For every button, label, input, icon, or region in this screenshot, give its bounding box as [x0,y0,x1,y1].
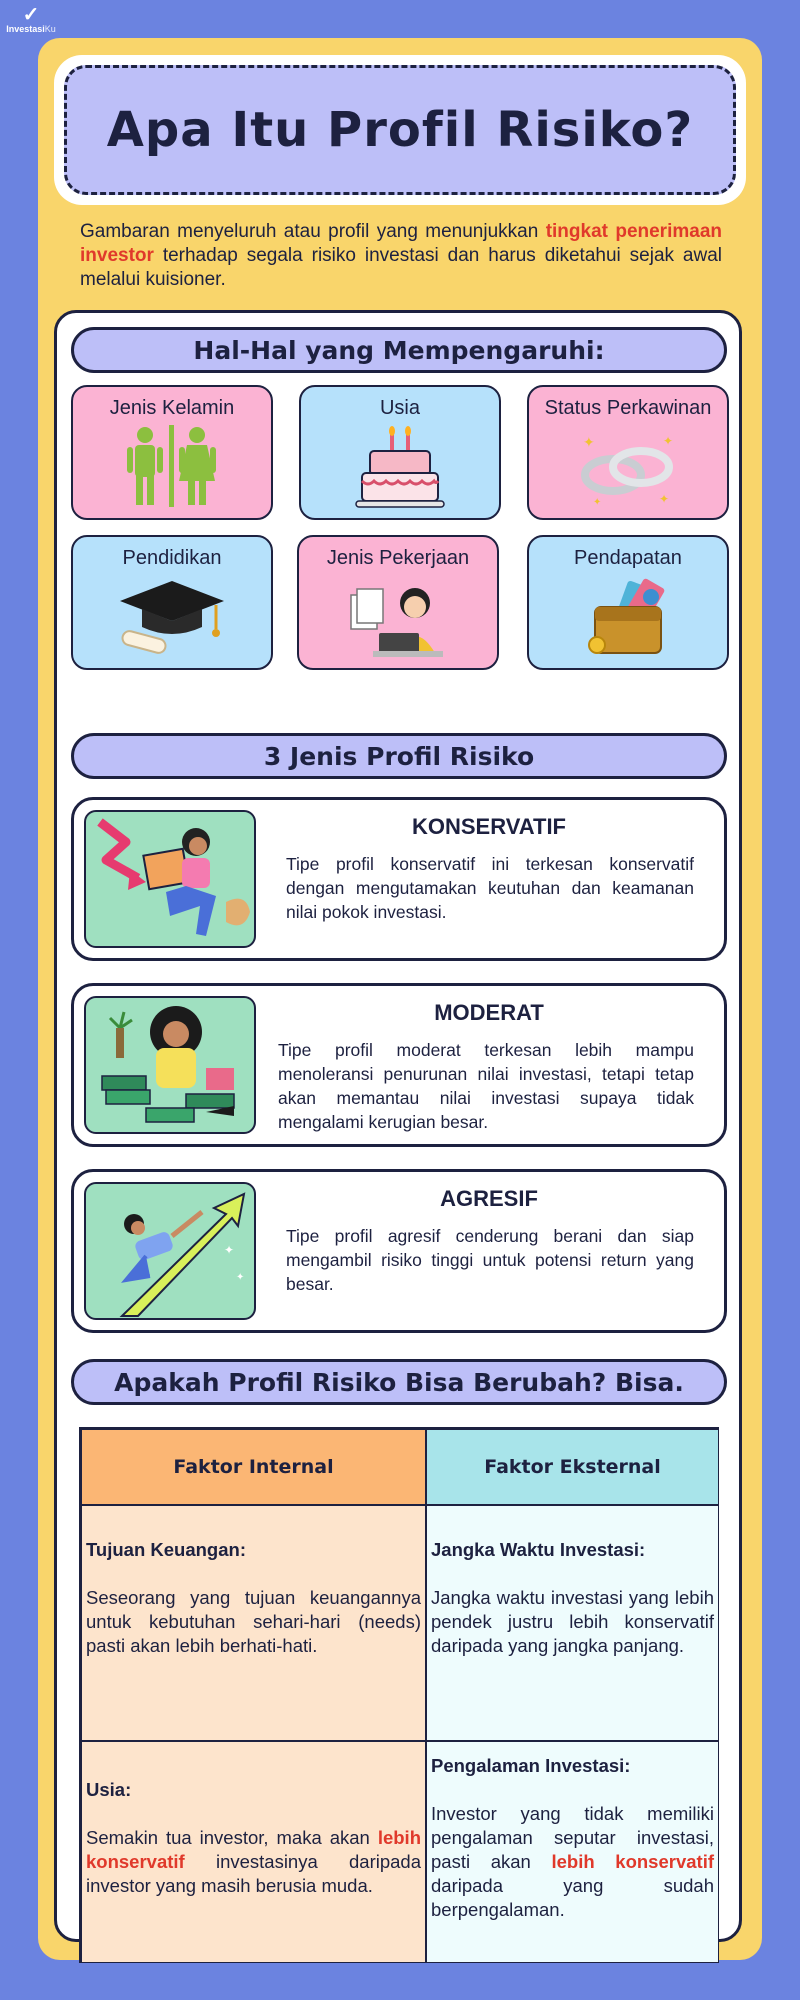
brand-name: Investasi [6,24,45,34]
profiles-heading: 3 Jenis Profil Risiko [71,733,727,779]
yellow-panel [38,38,762,1960]
checkmark-icon: ✓ [22,4,40,26]
title-frame [54,55,746,205]
profile-title: KONSERVATIF [411,814,566,839]
svg-text:✦: ✦ [659,492,670,506]
factor-card-age [299,385,501,520]
factor-label: Pendapatan [574,547,682,569]
table-header-internal: Faktor Internal [81,1429,426,1505]
profile-description: Tipe profil agresif cenderung berani dan siap mengambil risiko tinggi untuk potensi return yang besar. [286,1226,694,1294]
gender-icon [117,425,227,509]
moderat-illustration [84,996,256,1134]
cell-heading: Pengalaman Investasi: [431,1755,631,1776]
profile-card-agresif [71,1169,727,1333]
rings-icon [573,425,683,509]
title-box [64,65,736,195]
profile-title: AGRESIF [440,1186,538,1211]
factors-heading: Hal-Hal yang Mempengaruhi: [71,327,727,373]
profile-description: Tipe profil moderat terkesan lebih mampu menoleransi penurunan nilai investasi, tetapi tetap akan memantau nilai investasi supaya tidak mengalami kerugian besar. [278,1040,694,1132]
change-heading: Apakah Profil Risiko Bisa Berubah? Bisa. [71,1359,727,1405]
svg-text:✦: ✦ [236,1272,245,1283]
cell-highlight: lebih konservatif [86,1827,421,1872]
factor-card-income [527,535,729,670]
factors-table [79,1427,719,1963]
factor-label: Usia [379,397,420,419]
cell-highlight: lebih konservatif [551,1851,714,1872]
graduation-cap-icon [112,575,232,659]
factor-label: Jenis Kelamin [109,397,235,419]
brand-logo [6,6,56,34]
brand-suffix: Ku [44,24,56,34]
factor-label: Pendidikan [122,547,222,569]
profile-title: MODERAT [434,1000,544,1025]
profile-card-moderat [71,983,727,1147]
cake-icon [350,425,450,509]
svg-text:✦: ✦ [663,434,674,448]
table-cell-internal-1 [81,1505,426,1741]
cell-heading: Usia: [86,1779,132,1800]
table-cell-external-1 [426,1505,719,1741]
factor-label: Jenis Pekerjaan [326,547,470,569]
cell-heading: Tujuan Keuangan: [86,1539,246,1560]
factor-card-education [71,535,273,670]
factor-label: Status Perkawinan [544,397,712,419]
table-header-external: Faktor Eksternal [426,1429,719,1505]
cell-text: Jangka waktu investasi yang lebih pendek justru lebih konservatif daripada yang jangka panjang. [431,1587,714,1656]
page-title: Apa Itu Profil Risiko? [106,102,694,158]
konservatif-illustration [84,810,256,948]
cell-text: Seseorang yang tujuan keuangannya untuk kebutuhan sehari-hari (needs) pasti akan lebih berhati-hati. [86,1587,421,1656]
svg-text:✦: ✦ [583,434,595,450]
wallet-icon [573,575,683,659]
office-worker-icon [343,575,453,659]
factor-card-occupation [297,535,499,670]
svg-text:✦: ✦ [224,1243,235,1257]
cell-heading: Jangka Waktu Investasi: [431,1539,646,1560]
table-cell-internal-2: Usia: Semakin tua investor, maka akan lebih konservatif investasinya daripada investor yang masih berusia muda. [81,1741,426,1963]
svg-text:✦: ✦ [593,497,602,508]
agresif-illustration [84,1182,256,1320]
content-card [54,310,742,1942]
factor-card-marital [527,385,729,520]
factor-card-gender [71,385,273,520]
table-cell-external-2: Pengalaman Investasi: Investor yang tidak memiliki pengalaman seputar investasi, pasti akan lebih konservatif daripada yang sudah berpengalaman. [426,1741,719,1963]
intro-paragraph: Gambaran menyeluruh atau profil yang menunjukkan tingkat penerimaan investor terhadap segala risiko investasi dan harus diketahui sejak awal melalui kuisioner. [80,221,722,290]
intro-highlight: tingkat penerimaan investor [80,221,722,266]
profile-card-konservatif [71,797,727,961]
profile-description: Tipe profil konservatif ini terkesan konservatif dengan mengutamakan keutuhan dan keamanan nilai pokok investasi. [286,854,694,922]
